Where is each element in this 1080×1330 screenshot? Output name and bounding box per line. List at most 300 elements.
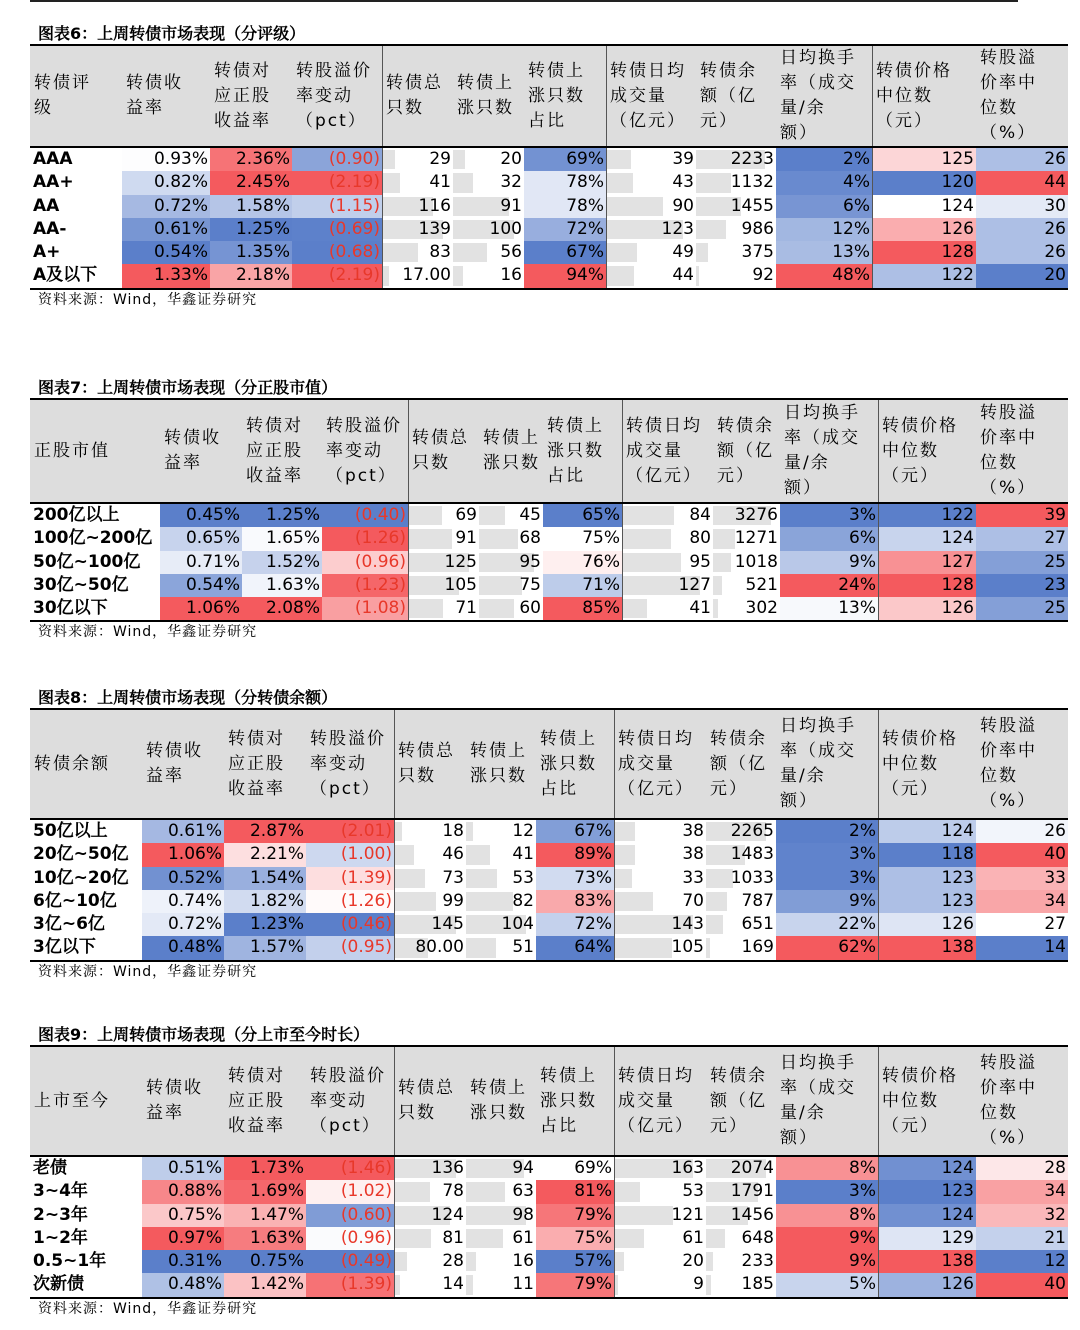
data-bar [614,1229,644,1248]
up-ratio-cell [536,1227,614,1250]
bond-count-cell [382,171,453,194]
daily-volume-cell [606,218,696,241]
bond-count-cell [394,890,466,913]
daily-volume-cell-value: 49 [672,242,694,263]
median-premium-cell-value: 20 [1044,265,1066,286]
table-body [30,504,1068,620]
data-bar [706,938,710,957]
row-label [30,843,142,866]
stock-return-cell-value: 1.35% [235,242,290,263]
row-label-value: 1~2年 [33,1227,88,1248]
bond-count-cell-value: 99 [442,890,464,911]
table-body [30,148,1068,288]
premium-change-cell [306,820,394,843]
bond-return-cell [142,820,224,843]
stock-return-cell-value: 1.52% [265,551,320,572]
bond-count-cell-value: 29 [429,149,451,169]
stock-return-cell-value: 2.18% [235,265,290,286]
median-price-cell-value: 138 [941,937,974,958]
table-row [30,264,1068,287]
column-divider [614,710,615,818]
bond-count-cell-value: 71 [455,598,477,619]
daily-volume-cell [614,1227,706,1250]
source-note: 资料来源：Wind，华鑫证券研究 [38,1300,258,1317]
bond-count-cell [394,913,466,936]
up-ratio-cell [543,504,622,527]
premium-change-cell-value: (1.08) [354,598,406,619]
column-header: 转股溢价 率变动 （pct） [310,728,386,799]
bond-return-cell [142,1227,224,1250]
turnover-cell [776,867,878,890]
turnover-cell-value: 2% [849,821,876,841]
data-bar [479,506,505,525]
column-header: 转债日均 成交量 （亿元） [618,728,694,799]
data-bar [713,529,735,548]
premium-change-cell [292,171,382,194]
stock-return-cell [224,843,306,866]
bond-return-cell [160,504,242,527]
data-bar [382,173,400,192]
median-premium-cell-value: 39 [1044,505,1066,525]
turnover-cell [776,241,872,264]
bond-return-cell-value: 0.54% [185,574,240,595]
bond-count-cell [394,1227,466,1250]
bond-return-cell-value: 0.61% [167,821,222,841]
stock-return-cell-value: 1.57% [249,937,304,958]
daily-volume-cell-value: 143 [671,914,704,935]
column-divider [382,148,383,288]
median-premium-cell-value: 26 [1044,218,1066,239]
bond-return-cell-value: 0.51% [167,1158,222,1178]
stock-return-cell-value: 1.42% [249,1274,304,1295]
daily-volume-cell [622,551,713,574]
stock-return-cell-value: 1.23% [249,914,304,935]
column-header: 转债对 应正股 收益率 [214,60,271,131]
balance-cell [706,1227,776,1250]
column-header: 转债价格 中位数 （元） [876,60,952,131]
column-header: 转债对 应正股 收益率 [246,415,303,486]
column-header: 转债日均 成交量 （亿元） [610,60,686,131]
daily-volume-cell-value: 80 [689,528,711,549]
premium-change-cell [306,1227,394,1250]
column-header: 转债日均 成交量 （亿元） [626,415,702,486]
data-bar [713,576,722,595]
up-count-cell [466,1273,536,1296]
up-count-cell-value: 41 [512,844,534,865]
bond-return-cell-value: 1.33% [153,265,208,286]
bond-return-cell-value: 1.06% [185,598,240,619]
column-divider [394,1047,395,1155]
table-header [30,46,1068,146]
premium-change-cell [306,936,394,959]
data-bar [606,150,631,169]
bond-count-cell [394,1180,466,1203]
daily-volume-cell [614,1204,706,1227]
median-premium-cell-value: 27 [1044,914,1066,935]
table-row [30,1204,1068,1227]
column-header: 转股溢价 率变动 （pct） [296,60,372,131]
row-label [30,195,122,218]
data-bar [606,173,633,192]
bond-return-cell [122,264,210,287]
bond-count-cell-value: 81 [442,1227,464,1248]
column-header: 转债总 只数 [398,741,455,786]
table-title: 图表6：上周转债市场表现（分评级） [38,24,306,43]
median-price-cell [878,1250,976,1273]
up-count-cell [466,1250,536,1273]
up-ratio-cell-value: 65% [582,505,620,525]
daily-volume-cell [606,195,696,218]
data-bar [713,599,718,618]
daily-volume-cell [622,504,713,527]
turnover-cell [780,551,878,574]
median-price-cell [872,195,976,218]
column-divider [878,1157,879,1297]
median-premium-cell [976,936,1068,959]
bond-count-cell-value: 105 [444,574,477,595]
stock-return-cell [224,936,306,959]
table-row [30,574,1068,597]
turnover-cell [780,527,878,550]
data-bar [696,266,699,285]
balance-cell [706,1180,776,1203]
up-count-cell-value: 95 [519,551,541,572]
premium-change-cell-value: (1.15) [328,195,380,216]
daily-volume-cell-value: 123 [661,218,694,239]
column-divider [394,1157,395,1297]
row-label [30,1250,142,1273]
turnover-cell-value: 48% [832,265,870,286]
median-premium-cell [976,241,1068,264]
table-title: 图表8：上周转债市场表现（分转债余额） [38,688,338,707]
median-premium-cell [976,551,1068,574]
median-price-cell [872,171,976,194]
up-ratio-cell-value: 83% [574,890,612,911]
up-ratio-cell [524,218,606,241]
premium-change-cell [292,148,382,171]
data-bar [606,197,663,216]
data-bar [622,599,647,618]
bond-count-cell-value: 69 [455,505,477,525]
turnover-cell-value: 12% [832,218,870,239]
up-ratio-cell-value: 89% [574,844,612,865]
turnover-cell-value: 2% [843,149,870,169]
column-header: 转股溢 价率中 位数 （%） [980,1053,1037,1148]
premium-change-cell [322,527,408,550]
up-ratio-cell-value: 94% [566,265,604,286]
bond-return-cell [160,574,242,597]
bond-count-cell [382,195,453,218]
row-label-value: 6亿~10亿 [33,890,117,911]
column-header: 转债上 涨只数 占比 [540,728,597,799]
table-row [30,527,1068,550]
balance-cell [696,241,776,264]
row-label [30,1204,142,1227]
column-divider [614,1047,615,1155]
premium-change-cell-value: (0.96) [354,551,406,572]
data-bar [466,822,473,841]
column-divider [622,400,623,502]
data-bar [466,845,490,864]
median-premium-cell [976,527,1068,550]
bond-count-cell [394,1157,466,1180]
data-bar [408,529,452,548]
source-note: 资料来源：Wind，华鑫证券研究 [38,291,258,308]
data-bar [479,529,518,548]
turnover-cell [776,843,878,866]
column-header: 转债评 级 [34,73,91,118]
median-price-cell-value: 122 [941,505,974,525]
data-bar [696,220,726,239]
up-ratio-cell-value: 78% [566,195,604,216]
daily-volume-cell [614,1157,706,1180]
up-count-cell [466,936,536,959]
daily-volume-cell [614,1180,706,1203]
column-header: 转债余额 [34,753,110,774]
table-row [30,1273,1068,1296]
median-price-cell [878,551,976,574]
balance-cell [706,1157,776,1180]
median-price-cell [878,867,976,890]
daily-volume-cell-value: 38 [682,821,704,841]
bond-count-cell-value: 18 [442,821,464,841]
up-ratio-cell [543,527,622,550]
daily-volume-cell-value: 41 [689,598,711,619]
stock-return-cell [224,1273,306,1296]
column-header: 转债收 益率 [146,1078,203,1123]
table-row [30,890,1068,913]
stock-return-cell-value: 1.82% [249,890,304,911]
up-ratio-cell [536,936,614,959]
row-label [30,1227,142,1250]
column-header: 转债价格 中位数 （元） [882,415,958,486]
column-header: 日均换手 率（成交 量/余 额） [780,48,856,143]
column-divider [614,820,615,960]
column-divider [872,148,873,288]
up-count-cell-value: 98 [512,1204,534,1225]
median-premium-cell-value: 26 [1044,821,1066,841]
daily-volume-cell [614,843,706,866]
column-divider [878,820,879,960]
median-premium-cell-value: 21 [1044,1227,1066,1248]
daily-volume-cell [614,890,706,913]
data-bar [453,266,463,285]
bond-return-cell [160,597,242,620]
up-ratio-cell-value: 72% [574,914,612,935]
table-row [30,597,1068,620]
row-label-value: 次新债 [33,1274,84,1295]
row-label-value: 30亿以下 [33,598,108,619]
balance-cell [696,171,776,194]
data-bar [614,938,672,957]
median-premium-cell-value: 34 [1044,890,1066,911]
row-label-value: A及以下 [33,265,98,286]
data-bar [466,1275,473,1294]
row-label-value: 3亿以下 [33,937,96,958]
data-bar [622,529,671,548]
median-premium-cell [976,1250,1068,1273]
table-header [30,1047,1068,1155]
median-price-cell-value: 138 [941,1251,974,1272]
daily-volume-cell [622,597,713,620]
data-bar [479,599,514,618]
row-label-value: 200亿以上 [33,505,120,525]
up-count-cell-value: 61 [512,1227,534,1248]
data-bar [696,243,708,262]
balance-cell-value: 92 [752,265,774,286]
row-label-value: 3~4年 [33,1181,88,1202]
column-header: 转债余 额（亿 元） [710,1065,767,1136]
stock-return-cell-value: 1.25% [265,505,320,525]
stock-return-cell [210,241,292,264]
data-bar [382,243,418,262]
data-bar [466,892,513,911]
stock-return-cell-value: 2.08% [265,598,320,619]
column-divider [872,46,873,146]
up-ratio-cell [543,574,622,597]
data-bar [614,1182,640,1201]
daily-volume-cell-value: 70 [682,890,704,911]
premium-change-cell-value: (1.39) [340,1274,392,1295]
column-header: 转债总 只数 [412,428,469,473]
premium-change-cell [306,913,394,936]
data-bar [622,506,674,525]
bond-return-cell [122,218,210,241]
balance-cell-value: 986 [741,218,774,239]
up-ratio-cell-value: 79% [574,1204,612,1225]
bond-return-cell [142,913,224,936]
row-label-value: 3亿~6亿 [33,914,105,935]
bond-count-cell-value: 28 [442,1251,464,1272]
daily-volume-cell [606,264,696,287]
median-premium-cell [976,843,1068,866]
turnover-cell [776,820,878,843]
median-price-cell [878,820,976,843]
balance-cell-value: 2074 [730,1158,774,1178]
table-header [30,400,1068,502]
up-count-cell [479,574,543,597]
premium-change-cell-value: (0.90) [328,149,380,169]
column-header: 上市至今 [34,1090,110,1111]
column-header: 转股溢 价率中 位数 （%） [980,403,1037,498]
median-premium-cell-value: 28 [1044,1158,1066,1178]
column-header: 转股溢 价率中 位数 （%） [980,48,1037,143]
median-premium-cell [976,597,1068,620]
daily-volume-cell [606,241,696,264]
column-header: 转债收 益率 [164,428,221,473]
premium-change-cell [292,195,382,218]
up-ratio-cell [536,867,614,890]
column-divider [382,46,383,146]
median-premium-cell-value: 23 [1044,574,1066,595]
column-divider [622,504,623,620]
table-row [30,1180,1068,1203]
turnover-cell-value: 13% [832,242,870,263]
median-premium-cell-value: 40 [1044,844,1066,865]
turnover-cell [776,171,872,194]
column-divider [614,1157,615,1297]
balance-cell [706,913,776,936]
up-ratio-cell-value: 67% [574,821,612,841]
turnover-cell [776,913,878,936]
source-note: 资料来源：Wind，华鑫证券研究 [38,624,258,641]
data-bar [382,150,395,169]
median-premium-cell [976,171,1068,194]
premium-change-cell [322,597,408,620]
turnover-cell [776,1250,878,1273]
row-label-value: 100亿~200亿 [33,528,153,549]
median-premium-cell [976,1180,1068,1203]
bond-return-cell-value: 0.93% [153,149,208,169]
up-count-cell [466,1227,536,1250]
column-divider [878,1047,879,1155]
table-row [30,867,1068,890]
column-header: 转债余 额（亿 元） [700,60,757,131]
up-ratio-cell-value: 64% [574,937,612,958]
stock-return-cell-value: 1.25% [235,218,290,239]
stock-return-cell [224,913,306,936]
column-header: 转债总 只数 [386,73,443,118]
turnover-cell [776,1204,878,1227]
up-count-cell-value: 91 [500,195,522,216]
stock-return-cell [210,264,292,287]
median-premium-cell [976,195,1068,218]
up-count-cell [453,148,524,171]
bond-return-cell-value: 0.72% [153,195,208,216]
turnover-cell-value: 13% [838,598,876,619]
turnover-cell-value: 22% [838,914,876,935]
turnover-cell-value: 3% [849,844,876,865]
daily-volume-cell [614,1250,706,1273]
median-price-cell-value: 122 [941,265,974,286]
premium-change-cell-value: (1.00) [340,844,392,865]
daily-volume-cell-value: 105 [671,937,704,958]
bond-return-cell-value: 0.74% [167,890,222,911]
median-price-cell-value: 128 [941,574,974,595]
bond-return-cell [142,1157,224,1180]
turnover-cell [780,574,878,597]
median-premium-cell-value: 14 [1044,937,1066,958]
stock-return-cell [210,171,292,194]
bond-count-cell-value: 145 [431,914,464,935]
bond-count-cell [394,843,466,866]
up-ratio-cell [524,195,606,218]
balance-cell [706,843,776,866]
daily-volume-cell-value: 90 [672,195,694,216]
up-ratio-cell-value: 69% [574,1158,612,1178]
up-count-cell [479,597,543,620]
stock-return-cell [210,218,292,241]
stock-return-cell-value: 1.58% [235,195,290,216]
bond-count-cell [408,527,479,550]
median-price-cell-value: 123 [941,890,974,911]
bond-count-cell [408,597,479,620]
up-count-cell [479,527,543,550]
bond-return-cell-value: 0.52% [167,867,222,888]
turnover-cell-value: 6% [849,528,876,549]
up-ratio-cell-value: 76% [582,551,620,572]
data-bar [453,150,465,169]
median-price-cell-value: 125 [941,149,974,169]
up-count-cell-value: 56 [500,242,522,263]
daily-volume-cell-value: 39 [672,149,694,169]
median-price-cell-value: 118 [941,844,974,865]
column-divider [394,710,395,818]
stock-return-cell [224,867,306,890]
balance-cell-value: 1132 [730,172,774,193]
median-price-cell-value: 124 [941,195,974,216]
premium-change-cell-value: (0.68) [328,242,380,263]
